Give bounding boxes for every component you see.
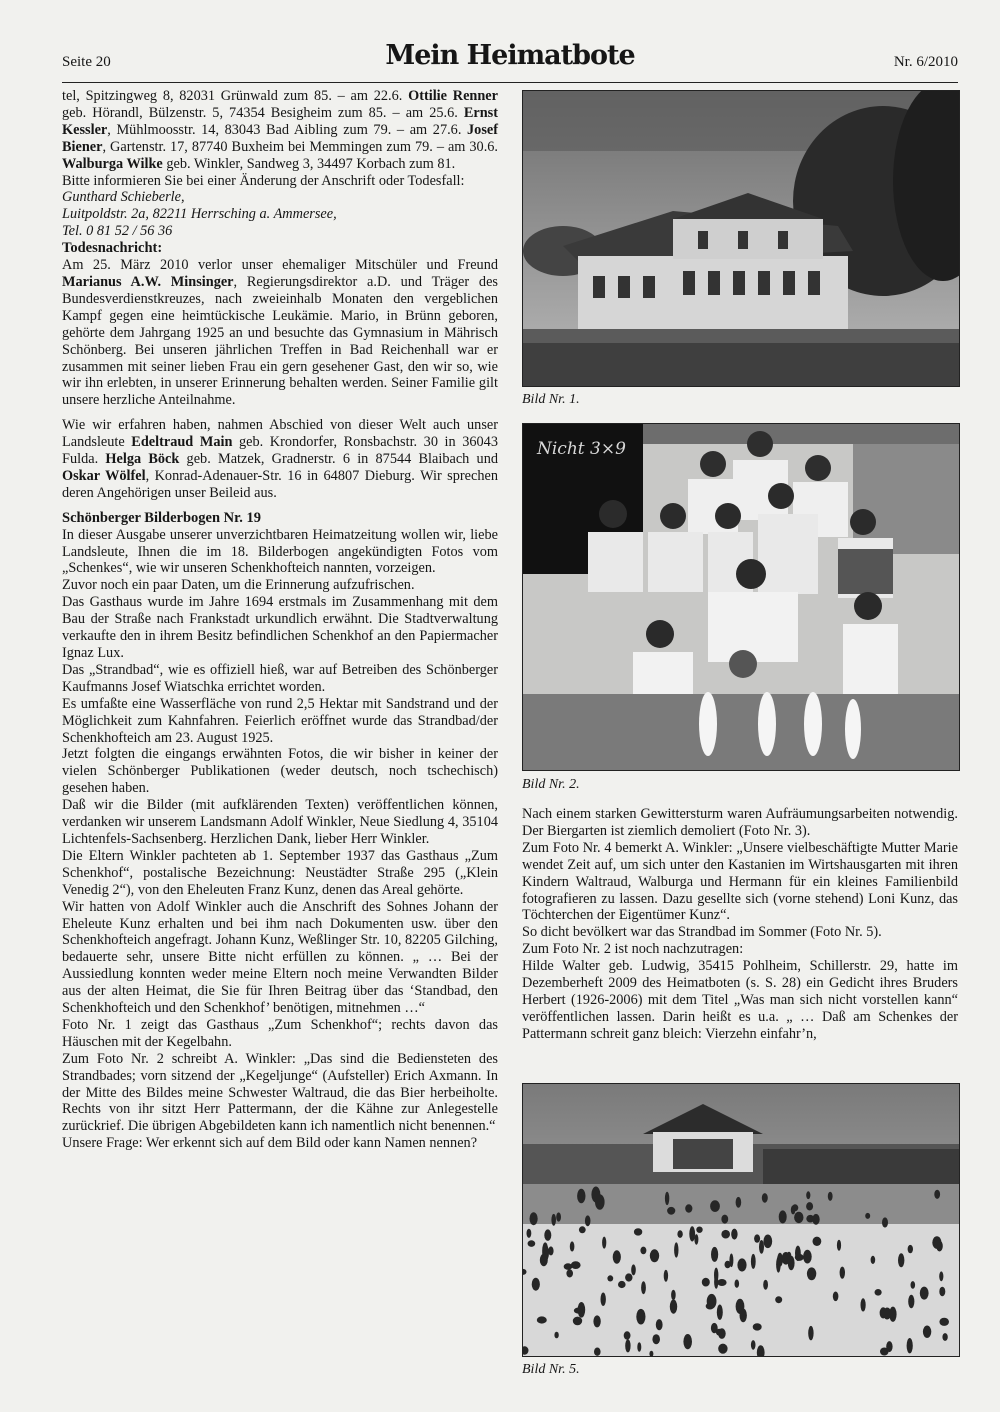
bather-figure <box>762 1193 768 1203</box>
bather-figure <box>618 1281 626 1288</box>
bather-figure <box>532 1278 540 1291</box>
bather-figure <box>806 1215 814 1223</box>
bather-figure <box>731 1229 737 1240</box>
bather-figure <box>602 1237 606 1249</box>
bather-figure <box>530 1212 538 1225</box>
bather-figure <box>542 1242 548 1258</box>
name-oskar-woelfel: Oskar Wölfel <box>62 467 146 484</box>
bather-figure <box>674 1242 678 1257</box>
bather-figure <box>779 1210 787 1223</box>
bather-figure <box>736 1197 742 1208</box>
caption-photo-5: Bild Nr. 5. <box>522 1362 580 1377</box>
article-paragraph: Zum Foto Nr. 2 schreibt A. Winkler: „Das sind die Bediensteten des Strandbades; vorn sitzend der „Kegeljunge“ (Aufsteller) Erich Axmann. In der Mitte des Bildes meine Schwester Waltraud, die das Bier herbeiholte. Rechts von ihr sitzt Herr Pattermann, der die Kähne zur Anlegestelle zurückrief. Die übrigen Abgebildeten kann ich namentlich nicht benennen.“ <box>62 1050 498 1135</box>
bather-figure <box>594 1348 601 1356</box>
bather-figure <box>791 1205 796 1214</box>
obituary-paragraph: Am 25. März 2010 verlor unser ehemaliger Mitschüler und Freund Marianus A.W. Minsinger, Regierungsdirektor a.D. und Träger des Bundesverdienstkreuzes, nach zweieinhalb Monaten den vergeblichen Kampf gegen eine heimtückische Leukämie. Mario, in Brünn geboren, gehörte dem Jahrgang 1925 an und besuchte das Gymnasium in Mährisch Schönberg. Bei unseren jährlichen Treffen in Bad Reichenhall war er zusammen mit seiner lieben Frau ein gern gesehener Gast, den wir so, wie wir ihn erlebten, in unserer Erinnerung behalten werden. Seiner Familie gilt unsere herzliche Anteilnahme. <box>62 257 498 409</box>
article-paragraph: In dieser Ausgabe unserer unverzichtbaren Heimatzeitung wollen wir, liebe Landsleute, Ihnen die im 18. Bilderbogen angekündigten Fotos vom „Schenkes“, wie wir unseren Schenkhofteich nannten, vorzeigen. <box>62 526 498 577</box>
bather-figure <box>718 1344 727 1354</box>
bather-figure <box>942 1333 947 1341</box>
bather-figure <box>564 1263 573 1270</box>
bather-figure <box>667 1207 675 1215</box>
obituary-heading: Todesnachricht: <box>62 240 163 257</box>
bather-figure <box>527 1229 532 1238</box>
bather-figure <box>794 1212 803 1223</box>
article-paragraph: Das „Strandbad“, wie es offiziell hieß, war auf Betreiben des Schönberger Kaufmanns Josef Wiatschka errichtet worden. <box>62 661 498 695</box>
article-paragraph: Zum Foto Nr. 2 ist noch nachzutragen: <box>522 941 744 958</box>
photo-1-gasthaus <box>522 90 960 387</box>
article-paragraph: Jetzt folgten die eingangs erwähnten Fotos, die wir bisher in keiner der vielen Schönberger Publikationen (weder deutsch, noch tschechisch) gesehen haben. <box>62 746 498 797</box>
bather-figure <box>570 1241 575 1251</box>
bather-figure <box>759 1240 764 1254</box>
bather-figure <box>577 1189 585 1204</box>
bather-figure <box>578 1302 586 1318</box>
bather-figure <box>685 1204 692 1212</box>
bather-figure <box>689 1226 695 1241</box>
bather-figure <box>886 1341 892 1352</box>
bather-figure <box>710 1200 720 1212</box>
condolence-paragraph: Wie wir erfahren haben, nahmen Abschied von dieser Welt auch unser Landsleute Edeltraud Main geb. Krondorfer, Ronsbachstr. 30 in 36043 Fulda. Helga Böck geb. Matzek, Gradnerstr. 6 in 87544 Blaibach und Oskar Wölfel, Konrad-Adenauer-Str. 16 in 64807 Dieburg. Wir sprechen deren Angehörigen unser Beileid aus. <box>62 417 498 501</box>
article-paragraph: Die Eltern Winkler pachteten ab 1. September 1937 das Gasthaus „Zum Schenkhof“, postalische Bezeichnung: Neustädter Straße 295 („Klein Venedig 2“), von den Eheleuten Franz Kunz, denen das Areal gehörte. <box>62 847 498 898</box>
bather-figure <box>828 1192 833 1201</box>
bather-figure <box>737 1258 746 1271</box>
bather-figure <box>656 1319 663 1330</box>
article-paragraph: Zuvor noch ein paar Daten, um die Erinnerung aufzufrischen. <box>62 577 415 594</box>
article-paragraph: Zum Foto Nr. 4 bemerkt A. Winkler: „Unsere vielbeschäftigte Mutter Marie wendet Zeit auf, um sich unter den Kastanien im Wirtshausgarten mit ihren Kindern Waltraud, Walburga und Hermann für ein kleines Familienbild fotografieren zu lassen. Dazu gesellte sich (vorne stehend) Loni Kunz, das Töchterchen der Eigentümer Kunz“. <box>522 839 958 924</box>
name-walburga-wilke: Walburga Wilke <box>62 155 163 172</box>
photo-2-board-text: Nicht 3×9 <box>537 439 626 459</box>
bather-figure <box>613 1250 621 1263</box>
bather-figure <box>875 1289 882 1296</box>
signature-address: Luitpoldstr. 2a, 82211 Herrsching a. Ammersee, <box>62 206 337 223</box>
masthead-title: Mein Heimatbote <box>385 40 635 71</box>
bather-figure <box>637 1342 641 1352</box>
bather-figure <box>939 1318 949 1326</box>
bather-figure <box>706 1303 715 1310</box>
bather-figure <box>840 1267 845 1279</box>
bather-figure <box>548 1246 553 1255</box>
bather-figure <box>813 1237 822 1246</box>
address-change-note: Bitte informieren Sie bei einer Änderung der Anschrift oder Todesfall: <box>62 172 465 189</box>
bather-figure <box>631 1264 636 1275</box>
bather-figure <box>806 1202 813 1210</box>
header-rule <box>62 82 958 83</box>
bather-figure <box>556 1212 561 1221</box>
bather-figure <box>683 1334 692 1349</box>
article-paragraph: Unsere Frage: Wer erkennt sich auf dem Bild oder kann Namen nennen? <box>62 1135 478 1152</box>
bather-figure <box>907 1338 913 1353</box>
bather-figure <box>721 1215 728 1224</box>
bather-figure <box>650 1249 659 1262</box>
bather-figure <box>753 1323 762 1330</box>
bather-figure <box>911 1281 916 1289</box>
bather-figure <box>551 1214 556 1226</box>
bather-figure <box>898 1253 904 1267</box>
right-column-text <box>522 806 958 1043</box>
bather-figure <box>939 1287 945 1296</box>
article-paragraph: Daß wir die Bilder (mit aufklärenden Texten) veröffentlichen können, verdanken wir unserem Landsmann Adolf Winkler, Neue Siedlung 4, 35104 Lichtenfels-Sachsenberg. Herzlichen Dank, lieber Herr Winkler. <box>62 797 498 847</box>
signature-name: Gunthard Schieberle, <box>62 189 185 206</box>
name-helga-boeck: Helga Böck <box>105 451 180 468</box>
signature-phone: Tel. 0 81 52 / 56 36 <box>62 223 173 240</box>
bather-figure <box>544 1229 551 1240</box>
bather-figure <box>806 1191 810 1199</box>
bather-figure <box>537 1316 547 1323</box>
bather-figure <box>908 1245 913 1253</box>
bather-figure <box>717 1305 723 1320</box>
bather-figure <box>776 1257 781 1273</box>
bather-figure <box>607 1275 613 1281</box>
bather-figure <box>636 1309 645 1325</box>
bather-figure <box>585 1215 591 1226</box>
name-edeltraud-main: Edeltraud Main <box>131 434 233 451</box>
bather-figure <box>775 1296 782 1303</box>
article-paragraph: Foto Nr. 1 zeigt das Gasthaus „Zum Schenkhof“; rechts davon das Häuschen mit der Kegelbahn. <box>62 1016 498 1050</box>
bather-figure <box>634 1228 642 1235</box>
bather-figure <box>939 1271 943 1281</box>
bather-figure <box>624 1331 631 1339</box>
photo-5-strandbad <box>522 1083 960 1357</box>
bather-figure <box>593 1315 600 1327</box>
bather-figure <box>641 1281 646 1294</box>
bather-figure <box>591 1187 600 1203</box>
bather-figure <box>808 1326 813 1340</box>
bather-figure <box>670 1300 677 1314</box>
bather-figure <box>865 1213 870 1219</box>
photo-5-image <box>523 1084 959 1356</box>
bather-figure <box>763 1235 772 1249</box>
name-marianus-minsinger: Marianus A.W. Minsinger <box>62 273 234 290</box>
bather-figure <box>803 1250 812 1264</box>
bather-figure <box>579 1226 586 1233</box>
photo-1-image <box>523 91 959 386</box>
bather-figure <box>721 1230 730 1239</box>
bather-figure <box>573 1317 582 1326</box>
bather-figure <box>920 1287 929 1300</box>
bather-figure <box>763 1280 768 1290</box>
bather-figure <box>735 1280 740 1288</box>
article-paragraph: So dicht bevölkert war das Strandbad im Sommer (Foto Nr. 5). <box>522 924 882 941</box>
article-paragraph: Das Gasthaus wurde im Jahre 1694 erstmals im Zusammenhang mit dem Bau der Straße nach Frankstadt urkundlich erwähnt. Die Stadtverwaltung verkaufte den in ihrem Besitz befindlichen Schenkhof an den Papiermacher Ignaz Lux. <box>62 594 498 661</box>
bather-figure <box>554 1332 558 1339</box>
caption-photo-2: Bild Nr. 2. <box>522 777 580 792</box>
bather-figure <box>664 1270 668 1282</box>
bather-figure <box>871 1256 876 1264</box>
bather-figure <box>725 1261 731 1268</box>
page-header <box>62 40 958 84</box>
bather-figure <box>671 1290 676 1300</box>
bather-figure <box>751 1340 756 1350</box>
bather-figure <box>714 1275 718 1289</box>
bather-figure <box>934 1190 940 1199</box>
bather-figure <box>861 1298 866 1311</box>
bather-figure <box>711 1247 718 1262</box>
name-ottilie-renner: Ottilie Renner <box>408 88 499 104</box>
bather-figure <box>740 1309 747 1323</box>
photo-2-image <box>523 424 959 770</box>
bather-figure <box>754 1234 760 1242</box>
bather-figure <box>751 1254 756 1269</box>
bather-figure <box>702 1278 710 1287</box>
bather-figure <box>677 1230 682 1238</box>
photo-2-staff-group <box>522 423 960 771</box>
bather-figure <box>923 1326 931 1338</box>
bather-figure <box>882 1217 888 1227</box>
bather-figure <box>807 1267 816 1280</box>
bather-figure <box>601 1293 606 1306</box>
bather-figure <box>788 1256 795 1271</box>
page-number: Seite 20 <box>62 54 111 70</box>
article-paragraph: Wir hatten von Adolf Winkler auch die Anschrift des Sohnes Johann der Eheleute Kunz erhalten und bei ihm nach Dokumenten usw. über den Schenkhofteich angefragt. Johann Kunz, Weßlinger Str. 10, 82205 Gilching, bedauerte sehr, unsere Bitte nicht erfüllen zu können. „ … Bei der Aussiedlung konnten weder meine Eltern noch meine Verwandten Bilder aus der alten Heimat, die Sie für Ihren Beitrag über das ‘Standbad, den Schenkhofteich und den Schenkhof’ benötigen, mitnehmen …“ <box>62 898 498 1017</box>
article-paragraph: Hilde Walter geb. Ludwig, 35415 Pohlheim, Schillerstr. 29, hatte im Dezemberheft 2009 des Heimatboten (s. S. 28) ein Gedicht ihres Bruders Herbert (1926-2006) mit dem Titel „Was man sich nicht vorstellen kann“ veröffentlichen lassen. Darin heißt es u.a. „ … Daß am Schenkes der Pattermann schreit ganz bleich: Vierzehn einfahr’n, <box>522 958 958 1042</box>
bather-figure <box>571 1261 581 1269</box>
article-paragraph: Es umfaßte eine Wasserfläche von rund 2,5 Hektar mit Sandstrand und der Möglichkeit zum Kahnfahren. Feierlich eröffnet wurde das Strandbad/der Schenkhofteich am 23. August 1925. <box>62 695 498 746</box>
bather-figure <box>883 1308 891 1320</box>
bather-figure <box>908 1295 914 1308</box>
bather-figure <box>625 1273 632 1281</box>
bather-figure <box>716 1329 723 1336</box>
bather-figure <box>932 1236 941 1249</box>
bather-figure <box>640 1247 646 1255</box>
bather-figure <box>696 1227 702 1233</box>
bilderbogen-heading: Schönberger Bilderbogen Nr. 19 <box>62 509 261 526</box>
bather-figure <box>665 1192 669 1205</box>
name-ernst-kessler: Ernst Kessler <box>62 104 498 138</box>
bather-figure <box>833 1292 839 1302</box>
bather-figure <box>795 1254 804 1261</box>
birthday-paragraph: tel, Spitzingweg 8, 82031 Grünwald zum 85. – am 22.6. Ottilie Renner geb. Hörandl, Bülzenstr. 5, 74354 Besigheim zum 85. – am 25.6. Ernst Kessler, Mühlmoosstr. 14, 83043 Bad Aibling zum 79. – am 27.6. Josef Biener, Gartenstr. 17, 87740 Buxheim bei Memmingen zum 79. – am 30.6. Walburga Wilke geb. Winkler, Sandweg 3, 34497 Korbach zum 81. <box>62 88 499 172</box>
issue-number: Nr. 6/2010 <box>893 54 958 70</box>
caption-photo-1: Bild Nr. 1. <box>522 392 580 407</box>
bather-figure <box>625 1339 630 1352</box>
bather-figure <box>652 1334 660 1344</box>
bather-figure <box>566 1269 573 1277</box>
name-josef-biener: Josef Biener <box>62 121 498 155</box>
bather-figure <box>528 1240 536 1247</box>
left-column <box>62 88 498 1152</box>
article-paragraph: Nach einem starken Gewittersturm waren Aufräumungsarbeiten notwendig. Der Biergarten ist ziemlich demoliert (Foto Nr. 3). <box>522 806 958 839</box>
bather-figure <box>837 1240 841 1251</box>
bather-figure <box>717 1279 726 1286</box>
